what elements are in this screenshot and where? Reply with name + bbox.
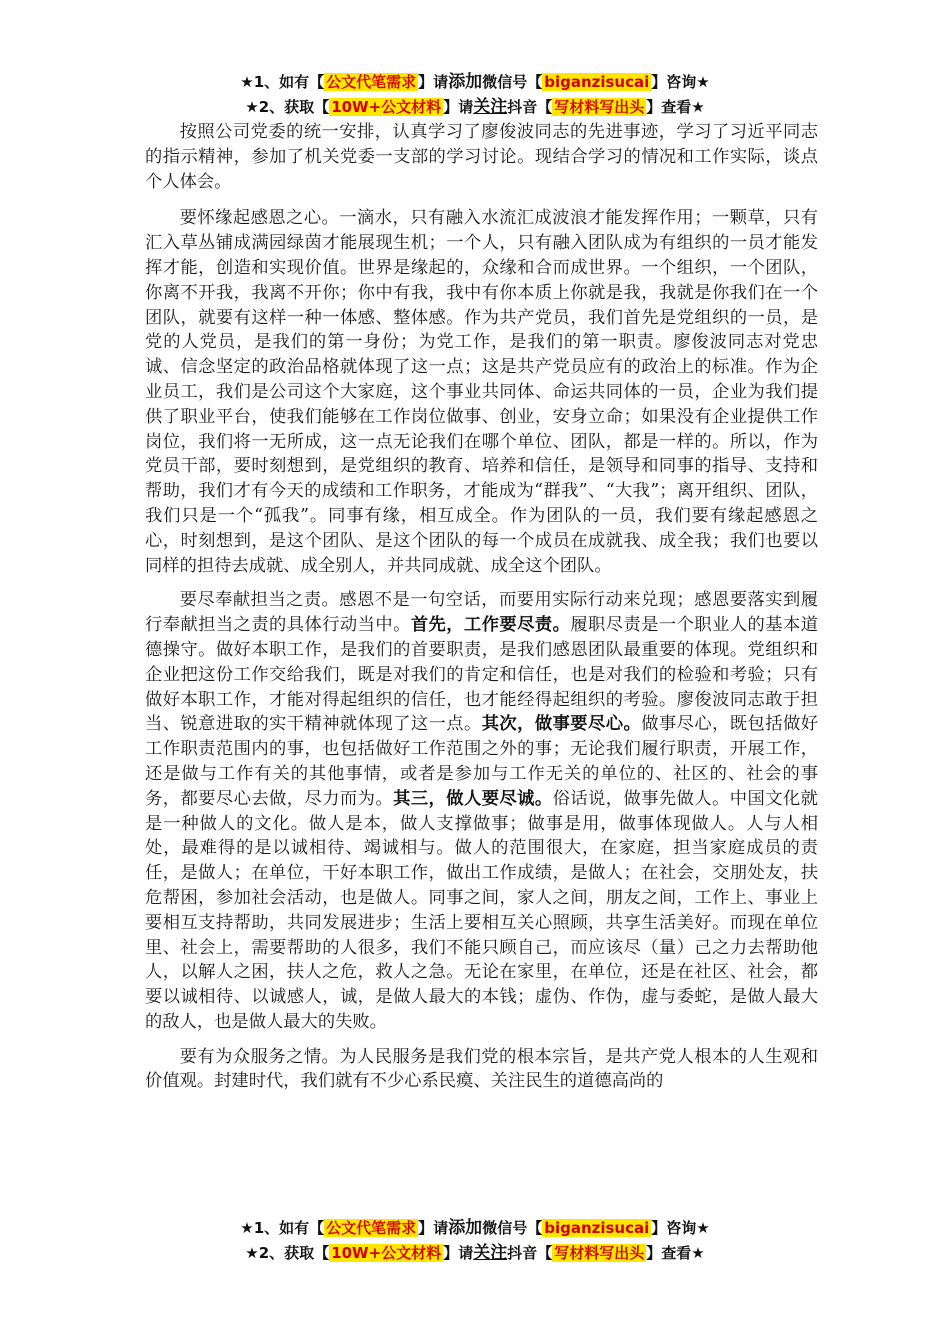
article-body: [145, 120, 818, 1104]
responsibility-paragraph: 要尽奉献担当之责。感恩不是一句空话，而要用实际行动来兑现；感恩要落实到履行奉献担当之责的具体行动当中。首先，工作要尽责。履职尽责是一个职业人的基本道德操守。做好本职工作，是我们的首要职责，是我们感恩团队最重要的体现。党组织和企业把这份工作交给我们，既是对我们的肯定和信任，也是对我们的检验和考验；只有做好本职工作，才能对得起组织的信任，也才能经得起组织的考验。廖俊波同志敢于担当、锐意进取的实干精神就体现了这一点。其次，做事要尽心。做事尽心，既包括做好工作职责范围内的事，也包括做好工作范围之外的事；无论我们履行职责，开展工作，还是做与工作有关的其他事情，或者是参加与工作无关的单位的、社区的、社会的事务，都要尽心去做，尽力而为。其三，做人要尽诚。俗话说，做事先做人。中国文化就是一种做人的文化。做人是本，做人支撑做事；做事是用，做事体现做人。人与人相处，最难得的是以诚相待、竭诚相与。做人的范围很大，在家庭，担当家庭成员的责任，是做人；在单位，干好本职工作，做出工作成绩，是做人；在社会，交朋处友，扶危帮困，参加社会活动，也是做人。同事之间，家人之间，朋友之间，工作上、事业上要相互支持帮助，共同发展进步；生活上要相互关心照顾，共享生活美好。而现在单位里、社会上，需要帮助的人很多，我们不能只顾自己，而应该尽（量）己之力去帮助他人，以解人之困，扶人之危，救人之急。无论在家里，在单位，还是在社区、社会，都要以诚相待、以诚感人，诚，是做人最大的本钱；虚伪、作伪，虚与委蛇，是做人最大的敌人，也是做人最大的失败。: [145, 590, 818, 1032]
top-promo-banner: [0, 70, 950, 120]
highlight-wechat-id: biganzisucai: [544, 73, 650, 91]
bottom-promo-banner: [0, 1216, 950, 1266]
point-work-duty: 首先，工作要尽责。: [410, 615, 571, 636]
highlight-ghostwriting: 公文代笔需求: [326, 1219, 417, 1237]
point-do-with-heart: 其次，做事要尽心。: [481, 714, 642, 735]
point-sincerity: 其三，做人要尽诚。: [393, 788, 553, 809]
highlight-douyin-account: 写材料写出头: [554, 1244, 645, 1262]
highlight-materials: 10W+公文材料: [331, 98, 442, 116]
promo-line-1: ★1、如有【 公文代笔需求 】请添加微信号【 biganzisucai 】咨询★: [240, 1218, 710, 1238]
highlight-douyin-account: 写材料写出头: [554, 98, 645, 116]
gratitude-paragraph: 要怀缘起感恩之心。一滴水，只有融入水流汇成波浪才能发挥作用；一颗草，只有汇入草丛铺成满园绿茵才能展现生机；一个人，只有融入团队成为有组织的一员才能发挥才能，创造和实现价值。世界是缘起的，众缘和合而成世界。一个组织，一个团队，你离不开我，我离不开你；你中有我，我中有你本质上你就是我，我就是你我们在一个团队，就要有这样一种一体感、整体感。作为共产党员，我们首先是党组织的一员，是党的人党员，是我们的第一身份；为党工作，是我们的第一职责。廖俊波同志对党忠诚、信念坚定的政治品格就体现了这一点；这是共产党员应有的政治上的标准。作为企业员工，我们是公司这个大家庭，这个事业共同体、命运共同体的一员，企业为我们提供了职业平台，使我们能够在工作岗位做事、创业，安身立命；如果没有企业提供工作岗位，我们将一无所成，这一点无论我们在哪个单位、团队，都是一样的。所以，作为党员干部，要时刻想到，是党组织的教育、培养和信任，是领导和同事的指导、支持和帮助，我们才有今天的成绩和工作职务，才能成为“群我”、“大我”；离开组织、团队，我们只是一个“孤我”。同事有缘，相互成全。作为团队的一员，我们要有缘起感恩之心，时刻想到，是这个团队、是这个团队的每一个成员在成就我、成全我；我们也要以同样的担待去成就、成全别人，并共同成就、成全这个团队。: [145, 208, 818, 576]
promo-line-2: ★2、获取【 10W+公文材料 】请关注抖音【 写材料写出头 】查看★: [245, 1243, 705, 1263]
highlight-materials: 10W+公文材料: [331, 1244, 442, 1262]
promo-line-1: ★1、如有【 公文代笔需求 】请添加微信号【 biganzisucai 】咨询★: [240, 72, 710, 92]
service-paragraph: 要有为众服务之情。为人民服务是我们党的根本宗旨，是共产党人根本的人生观和价值观。封建时代，我们就有不少心系民瘼、关注民生的道德高尚的: [145, 1046, 818, 1092]
highlight-ghostwriting: 公文代笔需求: [326, 73, 417, 91]
promo-line-2: ★2、获取【 10W+公文材料 】请关注抖音【 写材料写出头 】查看★: [245, 97, 705, 117]
highlight-wechat-id: biganzisucai: [544, 1219, 650, 1237]
intro-paragraph: 按照公司党委的统一安排，认真学习了廖俊波同志的先进事迹，学习了习近平同志的指示精神，参加了机关党委一支部的学习讨论。现结合学习的情况和工作实际，谈点个人体会。: [145, 122, 818, 192]
